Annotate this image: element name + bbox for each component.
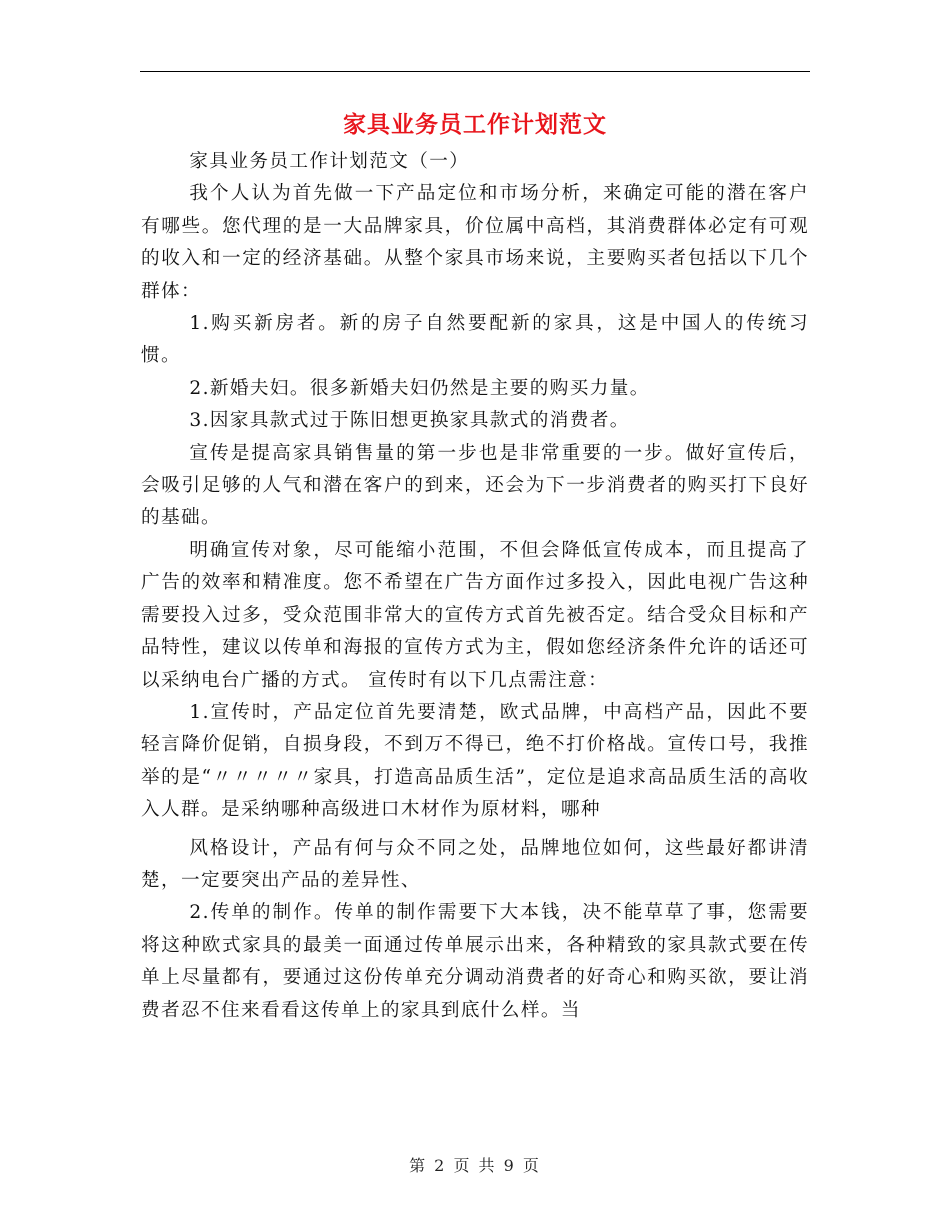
section-heading: 家具业务员工作计划范文（一）: [189, 151, 470, 172]
list-item: 1.宣传时，产品定位首先要清楚，欧式品牌，中高档产品，因此不要轻言降价促销，自损身段，不到万不得已，绝不打价格战。宣传口号，我推举的是“〃〃〃〃〃家具，打造高品质生活”，定位是追求高品质生活的高收入人群。是采纳哪种高级进口木材作为原材料，哪种: [141, 701, 809, 821]
list-item: 1.购买新房者。新的房子自然要配新的家具，这是中国人的传统习惯。: [141, 313, 809, 367]
list-item: 2.传单的制作。传单的制作需要下大本钱，决不能草草了事，您需要将这种欧式家具的最美一面通过传单展示出来，各种精致的家具款式要在传单上尽量都有，要通过这份传单充分调动消费者的好奇心和购买欲，要让消费者忍不住来看看这传单上的家具到底什么样。当: [141, 902, 809, 1021]
paragraph: 风格设计，产品有何与众不同之处，品牌地位如何，这些最好都讲清楚，一定要突出产品的差异性、: [141, 837, 809, 891]
header-rule: [140, 71, 810, 72]
document-title: 家具业务员工作计划范文: [343, 111, 607, 138]
list-item: 3.因家具款式过于陈旧想更换家具款式的消费者。: [189, 410, 630, 432]
page-number-footer: 第 2 页 共 9 页: [409, 1156, 541, 1175]
paragraph: 宣传是提高家具销售量的第一步也是非常重要的一步。做好宣传后，会吸引足够的人气和潜在客户的到来，还会为下一步消费者的购买打下良好的基础。: [141, 442, 809, 529]
paragraph: 明确宣传对象，尽可能缩小范围，不但会降低宣传成本，而且提高了广告的效率和精准度。您不希望在广告方面作过多投入，因此电视广告这种需要投入过多，受众范围非常大的宣传方式首先被否定。结合受众目标和产品特性，建议以传单和海报的宣传方式为主，假如您经济条件允许的话还可以采纳电台广播的方式。 宣传时有以下几点需注意：: [141, 539, 809, 691]
paragraph: 我个人认为首先做一下产品定位和市场分析，来确定可能的潜在客户有哪些。您代理的是一大品牌家具，价位属中高档，其消费群体必定有可观的收入和一定的经济基础。从整个家具市场来说，主要购买者包括以下几个群体：: [141, 183, 809, 302]
document-body: [141, 146, 809, 1027]
list-item: 2.新婚夫妇。很多新婚夫妇仍然是主要的购买力量。: [189, 377, 650, 399]
